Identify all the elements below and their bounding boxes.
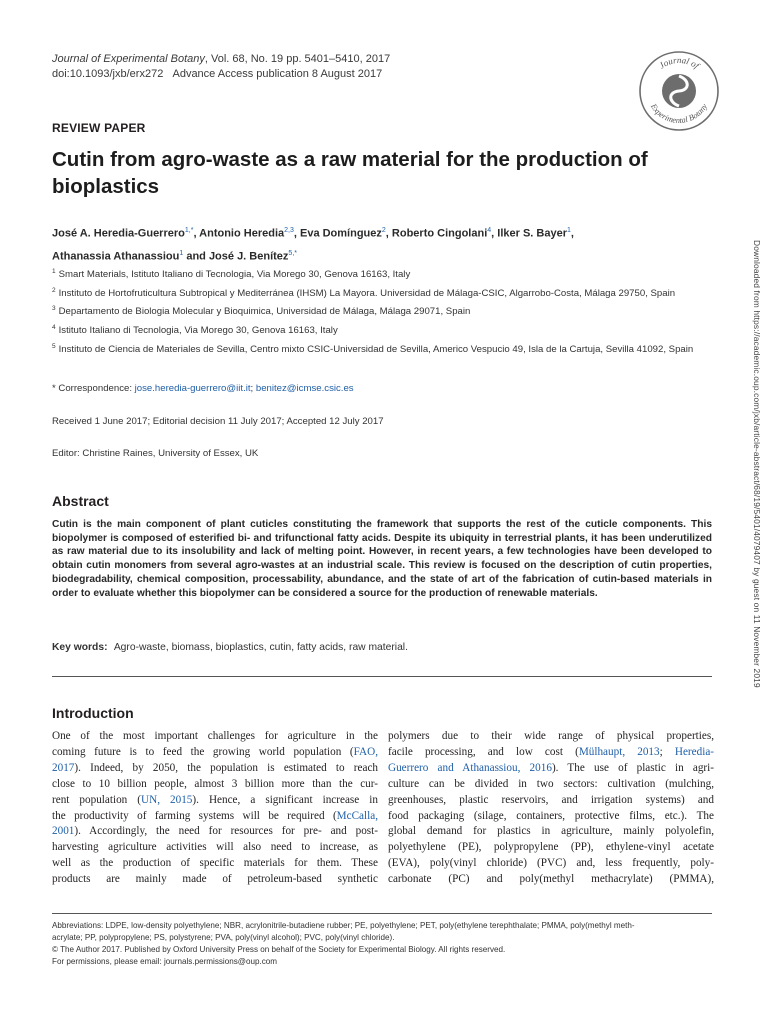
article-title: Cutin from agro-waste as a raw material for the production of bioplastics xyxy=(52,148,648,198)
affiliation-text: Departamento de Biologia Molecular y Bioquimica, Universidad de Málaga, Málaga 29071, Spain xyxy=(58,306,471,318)
abstract-heading: Abstract xyxy=(52,493,109,509)
correspondence-label: * Correspondence: xyxy=(52,383,135,394)
keywords-label: Key words: xyxy=(52,642,108,653)
text-line: close to 10 billion people, almost 3 billion more than the cur- xyxy=(52,777,378,790)
affiliation-number: 2 xyxy=(52,286,56,294)
author-name: Ilker S. Bayer xyxy=(497,227,567,240)
text-line: well as the production of specific materials for them. These xyxy=(52,857,378,870)
author-name: José J. Benítez xyxy=(208,250,289,263)
text-line: greenhouses, plastic reservoirs, and irrigation systems) and xyxy=(388,793,714,806)
author-affiliation-mark[interactable]: 1,* xyxy=(184,227,194,234)
text-line: polymers due to their wide range of physical properties, xyxy=(388,730,714,742)
author-name: José A. Heredia-Guerrero xyxy=(52,227,185,240)
text-line: One of the most important challenges for agriculture in the xyxy=(52,730,378,742)
email-separator: ; xyxy=(250,383,256,394)
affiliation-number: 5 xyxy=(52,342,56,350)
journal-citation xyxy=(52,53,390,65)
citation-link[interactable]: McCalla, xyxy=(336,809,378,822)
introduction-heading: Introduction xyxy=(52,705,134,721)
advance-access: Advance Access publication 8 August 2017 xyxy=(172,68,383,80)
author-name: Athanassia Athanassiou xyxy=(52,250,180,263)
author-affiliation-mark[interactable]: 5,* xyxy=(288,249,297,257)
affiliation-list xyxy=(52,264,712,357)
journal-logo xyxy=(638,50,720,132)
affiliation-text: Istituto Italiano di Tecnologia, Via Morego 30, Genova 16163, Italy xyxy=(58,325,338,337)
author-affiliation-mark[interactable]: 2 xyxy=(381,227,386,234)
affiliation-text: Instituto de Hortofruticultura Subtropical y Mediterránea (IHSM) La Mayora. Universidad de Málaga-CSIC, Algarrobo-Costa, Málaga 29750, Spain xyxy=(58,287,676,299)
abbreviations-line-1: Abbreviations: LDPE, low-density polyethylene; NBR, acrylonitrile-butadiene rubber; PE, polyethylene; PET, poly(ethylene terephthalate; PMMA, poly(methyl meth- xyxy=(52,921,635,930)
divider xyxy=(52,676,712,677)
citation-link[interactable]: FAO, xyxy=(353,745,378,758)
affiliation-item xyxy=(52,283,712,302)
editor-line: Editor: Christine Raines, University of Essex, UK xyxy=(52,448,259,459)
text-line: food packaging (silage, containers, protective films, etc.). The xyxy=(388,809,714,822)
text-line: coming future is to feed the growing world population (FAO, xyxy=(52,745,378,758)
author-affiliation-mark[interactable]: 1 xyxy=(179,249,184,257)
logo-text-top: Journal of xyxy=(657,54,701,71)
journal-name: Journal of Experimental Botany xyxy=(52,53,205,65)
text-line: harvesting agriculture activities will also need to increase, as xyxy=(52,841,378,854)
copyright: © The Author 2017. Published by Oxford University Press on behalf of the Society for Experimental Biology. All rights reserved. xyxy=(52,945,506,954)
abstract-body: Cutin is the main component of plant cuticles constituting the framework that supports the rest of the cuticle components. This biopolymer is composed of esterified bi- and trifunctional fatty acids. Despite its ubiquity in terrestrial plants, it has been underutilized as raw material due to its insolubility and lack of melting point. However, in recent years, a few technologies have been developed to obtain cutin monomers from several agro-wastes at an industrial scale. This review is focused on the description of cutin properties, biodegradability, chemical composition, processability, abundance, and the state of art of the fabrication of cutin-based materials in order to evaluate whether this biopolymer can be considered a source for the production of renewable materials. xyxy=(52,519,712,599)
text-line: culture can be divided in two sectors: cultivation (mulching, xyxy=(388,777,714,790)
article-dates: Received 1 June 2017; Editorial decision 11 July 2017; Accepted 12 July 2017 xyxy=(52,416,384,427)
citation-link[interactable]: Guerrero and Athanassiou, 2016 xyxy=(388,761,552,774)
author-affiliation-mark[interactable]: 4 xyxy=(487,227,492,234)
citation-link[interactable]: UN, 2015 xyxy=(141,793,193,806)
text-line: global demand for plastics in agriculture, mainly polyolefin, xyxy=(388,825,714,838)
doi[interactable]: doi:10.1093/jxb/erx272 xyxy=(52,68,164,80)
affiliation-item xyxy=(52,339,712,358)
author-affiliation-mark[interactable]: 1 xyxy=(567,227,571,234)
footnotes xyxy=(52,920,712,968)
text-line: (EVA), poly(vinyl chloride) (PVC) and, less frequently, poly- xyxy=(388,857,714,870)
author-affiliation-mark[interactable]: 2,3 xyxy=(284,227,294,234)
introduction-column-right xyxy=(388,729,714,888)
text-line: 2017). Indeed, by 2050, the population is estimated to reach xyxy=(52,761,378,774)
correspondence xyxy=(52,383,354,394)
citation-link[interactable]: 2001 xyxy=(52,825,75,838)
affiliation-text: Smart Materials, Istituto Italiano di Tecnologia, Via Morego 30, Genova 16163, Italy xyxy=(58,269,411,281)
affiliation-text: Instituto de Ciencia de Materiales de Sevilla, Centro mixto CSIC-Universidad de Sevilla, Americo Vespucio 49, Isla de la Cartuja, Sevilla 41092, Spain xyxy=(58,343,694,355)
affiliation-item xyxy=(52,264,712,283)
text-line: the productivity of farming systems will be required (McCalla, xyxy=(52,809,378,822)
journal-details: , Vol. 68, No. 19 pp. 5401–5410, 2017 xyxy=(204,53,391,65)
footnote-divider xyxy=(52,913,712,914)
author-name: Eva Domínguez xyxy=(299,227,382,240)
email-link-2[interactable]: benitez@icmse.csic.es xyxy=(255,383,354,394)
email-link-1[interactable]: jose.heredia-guerrero@iit.it xyxy=(134,383,251,394)
permissions: For permissions, please email: journals.permissions@oup.com xyxy=(52,957,278,966)
text-line: Guerrero and Athanassiou, 2016). The use of plastic in agri- xyxy=(388,761,714,774)
keywords-text: Agro-waste, biomass, bioplastics, cutin, fatty acids, raw material. xyxy=(113,642,408,653)
abbreviations-line-2: acrylate; PP, polypropylene; PS, polystyrene; PVA, poly(vinyl alcohol); PVC, poly(vinyl chloride). xyxy=(52,933,395,942)
download-note: Downloaded from https://academic.oup.com/jxb/article-abstract/68/19/5401/4079407 by guest on 11 November 2019 xyxy=(752,240,762,688)
author-name: Antonio Heredia xyxy=(199,227,285,240)
text-line: 2001). Accordingly, the need for resources for pre- and post- xyxy=(52,825,378,838)
affiliation-number: 1 xyxy=(52,268,56,275)
author-list: José A. Heredia-Guerrero$^{1,*}$, Antonio Heredia$^{2,3}$, Eva Domínguez$^2$, Roberto Cingolani$^4$, Ilker S. Bayer$^1$, Athanassia Athanassiou$^1$ and José J. Benítez$^{5,*}$ xyxy=(52,227,574,263)
text-line: polyethylene (PE), polypropylene (PP), ethylene-vinyl acetate xyxy=(388,841,714,854)
logo-text-bottom: Experimental Botany xyxy=(648,102,710,126)
affiliation-item xyxy=(52,301,712,320)
citation-link[interactable]: 2017 xyxy=(52,761,75,774)
citation-link[interactable]: Heredia- xyxy=(674,745,715,758)
affiliation-item xyxy=(52,320,712,339)
keywords xyxy=(52,642,712,653)
citation-link[interactable]: Mülhaupt, 2013 xyxy=(578,745,660,758)
affiliation-number: 4 xyxy=(52,324,56,332)
affiliation-number: 3 xyxy=(52,305,56,313)
text-line: facile processing, and low cost (Mülhaupt, 2013; Heredia- xyxy=(388,745,715,758)
text-line: products are mainly made of petroleum-based synthetic xyxy=(52,873,378,886)
doi-line xyxy=(52,68,382,80)
introduction-column-left xyxy=(52,729,378,888)
text-line: rent population (UN, 2015). Hence, a significant increase in xyxy=(52,793,378,806)
author-name: Roberto Cingolani xyxy=(391,227,488,240)
section-label: REVIEW PAPER xyxy=(52,121,146,135)
text-line: carbonate (PC) and poly(methyl methacrylate) (PMMA), xyxy=(388,873,714,886)
